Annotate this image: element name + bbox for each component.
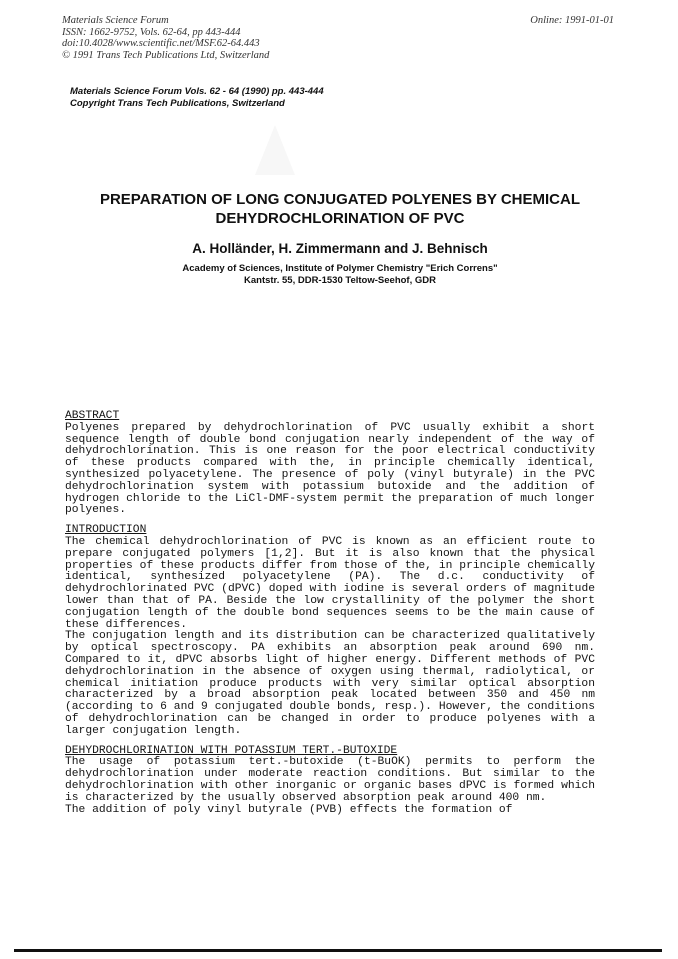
issn-line: ISSN: 1662-9752, Vols. 62-64, pp 443-444 bbox=[62, 26, 241, 38]
authors: A. Holländer, H. Zimmermann and J. Behnisch bbox=[192, 241, 488, 256]
watermark-shape bbox=[250, 120, 300, 180]
publication-volume: Materials Science Forum Vols. 62 - 64 (1990) pp. 443-444 bbox=[70, 86, 324, 97]
publication-info bbox=[70, 86, 324, 109]
title-line-2: DEHYDROCHLORINATION OF PVC bbox=[215, 209, 465, 227]
introduction-section bbox=[65, 525, 595, 737]
affiliation-line-1: Academy of Sciences, Institute of Polymer Chemistry "Erich Correns" bbox=[182, 263, 498, 274]
abstract-heading: ABSTRACT bbox=[65, 410, 120, 422]
bottom-rule bbox=[14, 949, 662, 952]
dehydrochlorination-paragraph-2: The addition of poly vinyl butyrale (PVB) effects the formation of bbox=[65, 803, 513, 816]
introduction-paragraph-1: The chemical dehydrochlorination of PVC is known as an efficient route to prepare conjugated polymers [1,2]. But it is also known that the physical properties of these products differ from those of the, in principle chemically identical, synthesized polyacetylene (PA). The d.c. conductivity of dehydrochlorinated PVC (dPVC) doped with iodine is several orders of magnitude lower than that of PA. Beside the low crystallinity of the polymer the short conjugation length of the double bond sequences seems to be the main cause of these differences. bbox=[65, 535, 595, 631]
publication-copyright: Copyright Trans Tech Publications, Switzerland bbox=[70, 97, 285, 109]
affiliation-line-2: Kantstr. 55, DDR-1530 Teltow-Seehof, GDR bbox=[244, 274, 436, 286]
paper-title bbox=[40, 191, 640, 228]
paper-body bbox=[65, 411, 595, 816]
dehydrochlorination-section bbox=[65, 746, 595, 817]
dehydrochlorination-heading: DEHYDROCHLORINATION WITH POTASSIUM TERT.-BUTOXIDE bbox=[65, 744, 398, 757]
dehydrochlorination-paragraph-1: The usage of potassium tert.-butoxide (t-BuOK) permits to perform the dehydrochlorination under moderate reaction conditions. But similar to the dehydrochlorination with other inorganic or organic bases dPVC is formed which is characterized by the usually observed absorption peak around 400 nm. bbox=[65, 756, 595, 804]
abstract-text: Polyenes prepared by dehydrochlorination of PVC usually exhibit a short sequence length of double bond conjugation nearly independent of the way of dehydrochlorination. This is one reason for the poor electrical conductivity of these products compared with the, in principle chemically identical, synthesized polyacetylene. The presence of poly (vinyl butyrale) in the PVC dehydrochlorination system with potassium butoxide and the addition of hydrogen chloride to the LiCl-DMF-system permit the preparation of much longer polyenes. bbox=[65, 421, 595, 517]
introduction-heading: INTRODUCTION bbox=[65, 524, 147, 537]
abstract-section bbox=[65, 411, 595, 517]
title-line-1: PREPARATION OF LONG CONJUGATED POLYENES BY CHEMICAL bbox=[99, 191, 581, 208]
affiliation bbox=[40, 263, 640, 286]
journal-name: Materials Science Forum bbox=[62, 15, 169, 26]
doi-line: doi:10.4028/www.scientific.net/MSF.62-64.443 bbox=[62, 38, 260, 49]
online-date: Online: 1991-01-01 bbox=[530, 15, 614, 26]
introduction-paragraph-2: The conjugation length and its distribution can be characterized qualitatively by optical spectroscopy. PA exhibits an absorption peak around 690 nm. Compared to it, dPVC absorbs light of higher energy. Different methods of PVC dehydrochlorination in the absence of oxygen using thermal, radiolytical, or chemical initiation produce products with very similar optical absorption characterized by a broad absorption peak located between 350 and 450 nm (according to 6 and 9 conjugated double bonds, resp.). However, the conditions of dehydrochlorination can be changed in order to produce polyenes with a larger conjugation length. bbox=[65, 630, 595, 737]
journal-header bbox=[62, 15, 269, 61]
copyright-line: © 1991 Trans Tech Publications Ltd, Switzerland bbox=[62, 49, 270, 61]
